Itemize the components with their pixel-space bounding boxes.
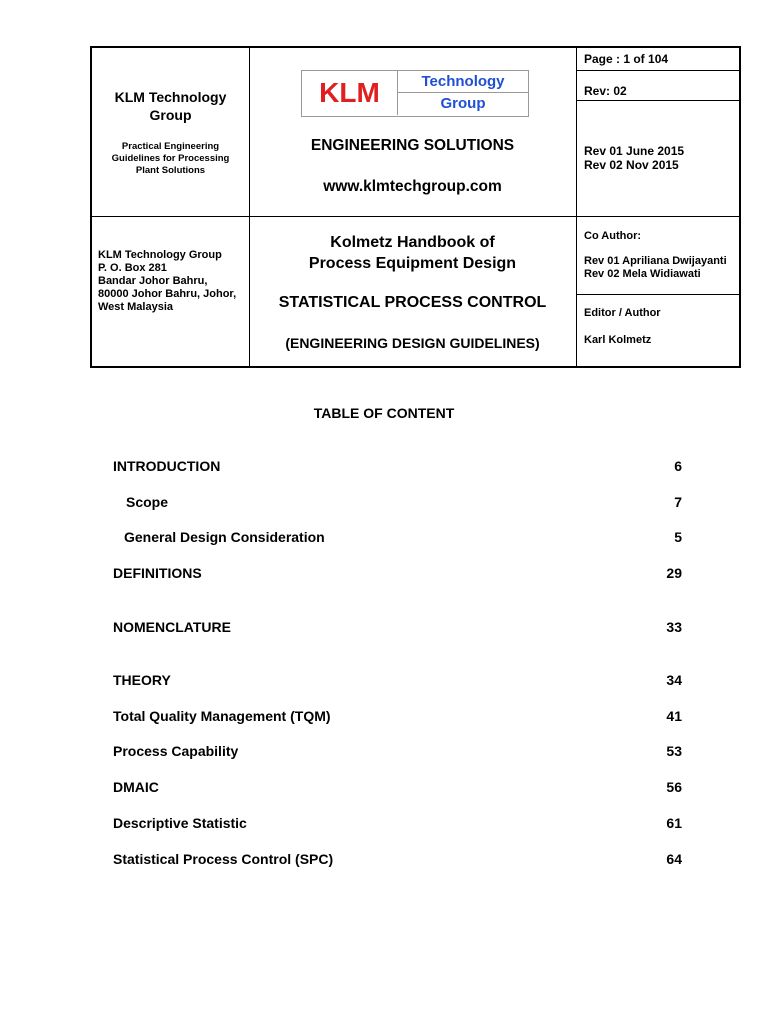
address-line: 80000 Johor Bahru, Johor, <box>98 288 237 300</box>
document-header-table <box>90 46 741 368</box>
toc-entry[interactable] <box>0 619 768 639</box>
handbook-title <box>249 232 576 274</box>
toc-entry[interactable] <box>0 708 768 728</box>
toc-entry-label: Descriptive Statistic <box>113 815 247 831</box>
toc-entry-label: Statistical Process Control (SPC) <box>113 851 334 867</box>
row-divider <box>576 294 739 295</box>
logo-technology-text: Technology <box>398 71 528 93</box>
logo-klm-text: KLM <box>302 71 398 115</box>
toc-entry-page: 61 <box>666 815 682 831</box>
engineering-solutions-title: ENGINEERING SOLUTIONS <box>310 137 515 154</box>
address-line: KLM Technology Group <box>98 249 222 261</box>
toc-entry-page: 29 <box>666 565 682 581</box>
toc-entry[interactable] <box>0 672 768 692</box>
klm-logo <box>301 70 529 117</box>
toc-entry-page: 56 <box>666 779 682 795</box>
co-author-list <box>584 255 727 281</box>
toc-entry[interactable] <box>0 851 768 871</box>
revision-number: Rev: 02 <box>584 84 627 98</box>
revision-history-line: Rev 01 June 2015 <box>584 144 685 158</box>
row-divider <box>92 216 739 217</box>
address-line: West Malaysia <box>98 301 174 313</box>
website-link[interactable]: www.klmtechgroup.com <box>323 178 502 195</box>
toc-title: TABLE OF CONTENT <box>313 405 455 421</box>
toc-entry-label: Scope <box>126 494 169 510</box>
toc-entry-label: Total Quality Management (TQM) <box>113 708 331 724</box>
toc-entry-page: 7 <box>674 494 682 510</box>
page-number: Page : 1 of 104 <box>584 52 669 66</box>
co-author-label: Co Author: <box>584 230 642 242</box>
toc-entry-label: General Design Consideration <box>124 529 325 545</box>
editor-label: Editor / Author <box>584 307 661 319</box>
toc-entry-page: 33 <box>666 619 682 635</box>
toc-entry[interactable] <box>0 779 768 799</box>
toc-entry[interactable] <box>0 815 768 835</box>
toc-entry-label: DMAIC <box>113 779 159 795</box>
toc-entry-label: NOMENCLATURE <box>113 619 231 635</box>
document-subtitle: (ENGINEERING DESIGN GUIDELINES) <box>285 335 540 351</box>
editor-name: Karl Kolmetz <box>584 334 652 346</box>
toc-entry[interactable] <box>0 743 768 763</box>
toc-entry-page: 5 <box>674 529 682 545</box>
toc-entry[interactable] <box>0 565 768 585</box>
toc-entry[interactable] <box>0 494 768 514</box>
toc-entry[interactable] <box>0 529 768 549</box>
address-line: P. O. Box 281 <box>98 262 167 274</box>
toc-entry-label: Process Capability <box>113 743 239 759</box>
company-address <box>98 249 236 314</box>
co-author-line: Rev 02 Mela Widiawati <box>584 268 701 280</box>
toc-entry-label: DEFINITIONS <box>113 565 202 581</box>
logo-group-text: Group <box>440 95 486 112</box>
toc-entry-page: 34 <box>666 672 682 688</box>
address-line: Bandar Johor Bahru, <box>98 275 208 287</box>
toc-entry[interactable] <box>0 458 768 478</box>
document-title: STATISTICAL PROCESS CONTROL <box>278 294 547 311</box>
company-name: KLM Technology Group <box>114 89 227 123</box>
toc-entry-page: 64 <box>666 851 682 867</box>
toc-entry-label: THEORY <box>113 672 171 688</box>
toc-entry-page: 53 <box>666 743 682 759</box>
row-divider <box>576 100 739 101</box>
toc-entry-label: INTRODUCTION <box>113 458 221 474</box>
handbook-title-line: Process Equipment Design <box>308 255 517 272</box>
toc-entry-page: 6 <box>674 458 682 474</box>
company-tagline: Practical Engineering Guidelines for Processing Plant Solutions <box>111 141 230 176</box>
revision-history-line: Rev 02 Nov 2015 <box>584 158 679 172</box>
handbook-title-line: Kolmetz Handbook of <box>330 234 495 251</box>
toc-entry-page: 41 <box>666 708 682 724</box>
row-divider <box>576 70 739 71</box>
column-divider <box>249 48 250 366</box>
column-divider <box>576 48 577 366</box>
co-author-line: Rev 01 Apriliana Dwijayanti <box>584 255 727 267</box>
revision-history <box>584 144 684 172</box>
